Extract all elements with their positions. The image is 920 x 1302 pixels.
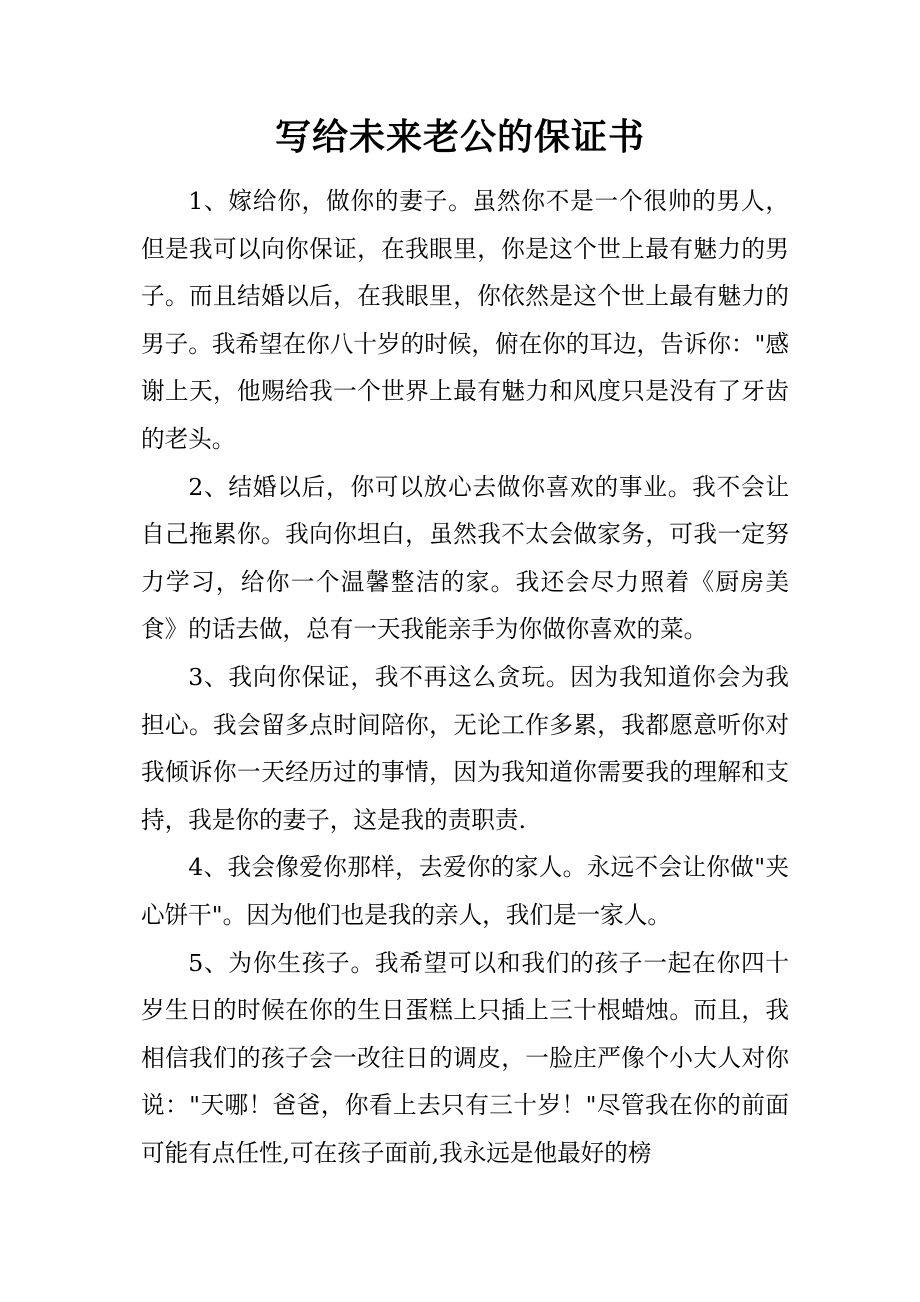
paragraph-2: 2、结婚以后，你可以放心去做你喜欢的事业。我不会让自己拖累你。我向你坦白，虽然我不太会做家务，可我一定努力学习，给你一个温馨整洁的家。我还会尽力照着《厨房美食》的话去做，总有一天我能亲手为你做你喜欢的菜。: [141, 472, 789, 644]
paragraph-4: 4、我会像爱你那样，去爱你的家人。永远不会让你做"夹心饼干"。因为他们也是我的亲人，我们是一家人。: [141, 853, 789, 929]
paragraph-1: 1、嫁给你，做你的妻子。虽然你不是一个很帅的男人，但是我可以向你保证，在我眼里，你是这个世上最有魅力的男子。而且结婚以后，在我眼里，你依然是这个世上最有魅力的男子。我希望在你八十岁的时候，俯在你的耳边，告诉你："感谢上天，他赐给我一个世界上最有魅力和风度只是没有了牙齿的老头。: [141, 187, 789, 453]
paragraph-3: 3、我向你保证，我不再这么贪玩。因为我知道你会为我担心。我会留多点时间陪你，无论工作多累，我都愿意听你对我倾诉你一天经历过的事情，因为我知道你需要我的理解和支持，我是你的妻子，这是我的责职责.: [141, 662, 789, 834]
document-body: [141, 178, 789, 1177]
paragraph-5: 5、为你生孩子。我希望可以和我们的孩子一起在你四十岁生日的时候在你的生日蛋糕上只插上三十根蜡烛。而且，我相信我们的孩子会一改往日的调皮，一脸庄严像个小大人对你说："天哪！爸爸，你看上去只有三十岁！"尽管我在你的前面可能有点任性,可在孩子面前,我永远是他最好的榜: [141, 948, 789, 1167]
document-title: 写给未来老公的保证书: [274, 116, 645, 158]
